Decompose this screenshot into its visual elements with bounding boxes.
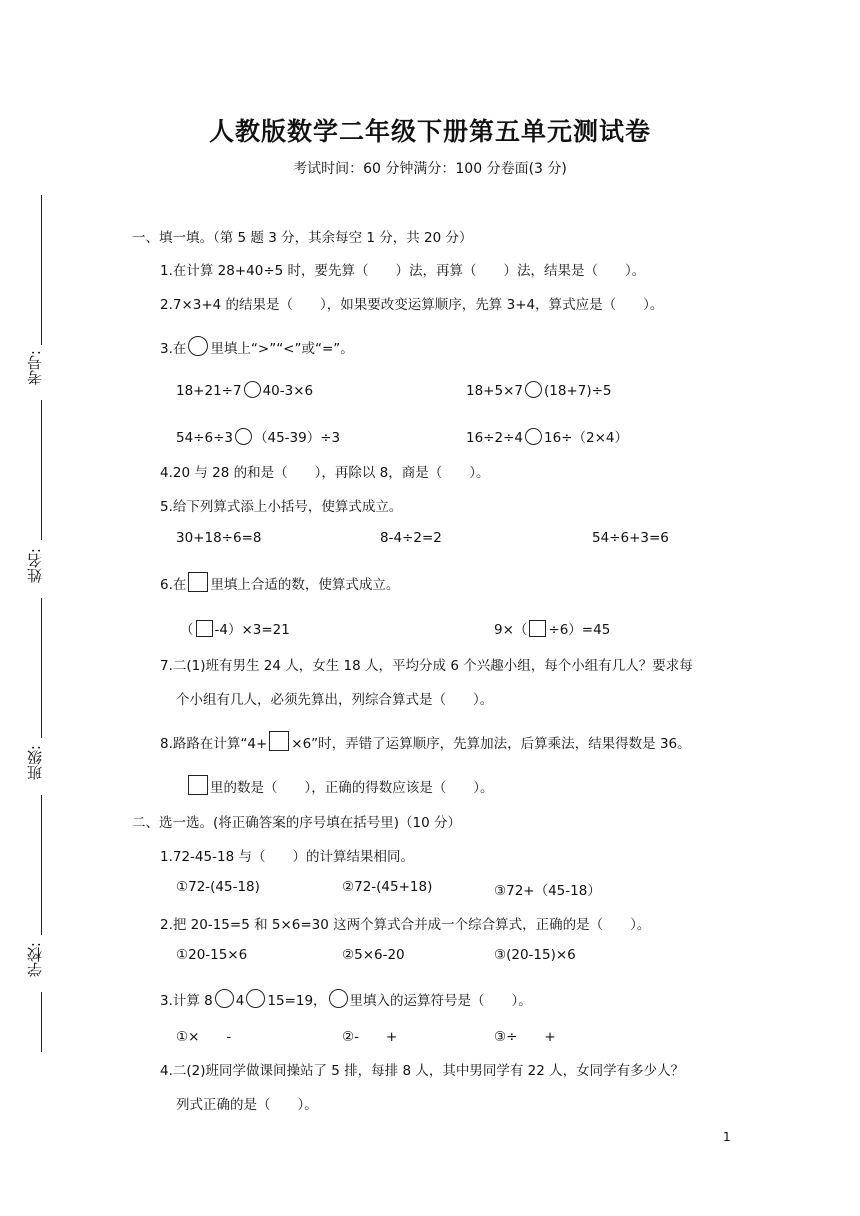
equation-5b: 8-4÷2=2 — [380, 530, 442, 546]
expr-suffix: ÷6）=45 — [548, 622, 611, 638]
circle-blank-icon — [188, 336, 208, 356]
question-1-7-line2: 个小组有几人，必须先算出，列综合算式是（ ）。 — [176, 692, 494, 708]
side-line-1 — [41, 195, 42, 345]
option-2-1c: ③72+（45-18） — [494, 883, 601, 899]
expr-prefix: （ — [180, 622, 194, 638]
circle-blank-icon — [329, 989, 348, 1008]
q8-line2-text: 里的数是（ ），正确的得数应该是（ ）。 — [210, 780, 494, 796]
square-blank-icon[interactable] — [529, 620, 546, 637]
equation-6a — [180, 618, 290, 638]
circle-blank-icon[interactable] — [525, 428, 542, 445]
side-line-2 — [41, 400, 42, 540]
square-blank-icon[interactable] — [196, 620, 213, 637]
circle-blank-icon[interactable] — [244, 381, 261, 398]
option-2-1a: ①72-(45-18) — [176, 879, 260, 895]
question-1-7-line1: 7.二(1)班有男生 24 人，女生 18 人，平均分成 6 个兴趣小组，每个小组有几人？要求每 — [160, 658, 693, 674]
side-line-5 — [41, 992, 42, 1052]
square-blank-icon[interactable] — [269, 731, 289, 751]
q6-suffix: 里填上合适的数，使算式成立。 — [210, 577, 400, 593]
option-2-2a: ①20-15×6 — [176, 947, 248, 963]
question-1-8-line2 — [186, 775, 494, 796]
q3-prefix: 3.在 — [160, 341, 187, 357]
circle-blank-icon[interactable] — [525, 381, 542, 398]
side-line-4 — [41, 795, 42, 935]
expr-right: (18+7)÷5 — [543, 383, 612, 399]
question-2-2: 2.把 20-15=5 和 5×6=30 这两个算式合并成一个综合算式，正确的是（ ）。 — [160, 917, 651, 933]
equation-6b — [494, 618, 610, 638]
q3-suffix: 里填上“>”“<”或“=”。 — [210, 341, 354, 357]
q3-suffix: 里填入的运算符号是（ ）。 — [349, 993, 532, 1009]
compare-item-b — [466, 381, 612, 399]
option-2-1b: ②72-(45+18) — [342, 879, 433, 895]
equation-5a: 30+18÷6=8 — [176, 530, 262, 546]
option-2-3c: ③÷ + — [494, 1029, 556, 1045]
question-2-4-line1: 4.二(2)班同学做课间操站了 5 排，每排 8 人，其中男同学有 22 人，女同学有多少人？ — [160, 1063, 685, 1079]
option-2-3a: ①× - — [176, 1029, 232, 1045]
q6-prefix: 6.在 — [160, 577, 187, 593]
question-2-3 — [160, 989, 532, 1009]
compare-item-c — [176, 426, 340, 446]
side-line-3 — [41, 598, 42, 738]
expr-left: 54÷6÷3 — [176, 430, 233, 446]
question-2-4-line2: 列式正确的是（ ）。 — [176, 1097, 318, 1113]
equation-5c: 54÷6+3=6 — [592, 530, 669, 546]
q3-mid: 4 — [235, 993, 245, 1009]
question-2-1: 1.72-45-18 与（ ）的计算结果相同。 — [160, 849, 414, 865]
school-label: 学校: — [26, 942, 44, 978]
expr-left: 18+5×7 — [466, 383, 523, 399]
compare-item-d — [466, 426, 628, 446]
question-1-5: 5.给下列算式添上小括号，使算式成立。 — [160, 499, 403, 515]
question-1-3 — [160, 336, 354, 357]
q8-prefix: 8.路路在计算“4+ — [160, 736, 268, 752]
expr-right: 16÷（2×4） — [543, 430, 628, 446]
square-blank-icon — [188, 572, 208, 592]
exam-number-label: 考号: — [26, 350, 44, 386]
exam-info: 考试时间：60 分钟满分：100 分卷面(3 分) — [293, 161, 567, 177]
square-blank-icon[interactable] — [188, 775, 208, 795]
expr-prefix: 9×（ — [494, 622, 528, 638]
expr-left: 16÷2÷4 — [466, 430, 523, 446]
q3-mid2: 15=19， — [267, 993, 327, 1009]
name-label: 姓名: — [26, 548, 44, 584]
question-1-2: 2.7×3+4 的结果是（ ），如果要改变运算顺序，先算 3+4，算式应是（ ）。 — [160, 297, 664, 313]
question-1-4: 4.20 与 28 的和是（ ），再除以 8，商是（ ）。 — [160, 465, 490, 481]
circle-blank-icon[interactable] — [246, 989, 265, 1008]
option-2-3b: ②- + — [342, 1029, 398, 1045]
question-1-6 — [160, 572, 399, 593]
q3-prefix: 3.计算 8 — [160, 993, 213, 1009]
q8-suffix: ×6”时，弄错了运算顺序，先算加法，后算乘法，结果得数是 36。 — [291, 736, 691, 752]
circle-blank-icon[interactable] — [215, 989, 234, 1008]
page-title: 人教版数学二年级下册第五单元测试卷 — [208, 117, 651, 146]
option-2-2b: ②5×6-20 — [342, 947, 405, 963]
section-2-heading: 二、选一选。(将正确答案的序号填在括号里)（10 分） — [132, 815, 462, 831]
page-number: 1 — [723, 1130, 731, 1144]
compare-item-a — [176, 381, 313, 399]
question-1-1: 1.在计算 28+40÷5 时，要先算（ ）法，再算（ ）法，结果是（ ）。 — [160, 263, 646, 279]
class-label: 班级: — [26, 745, 44, 781]
circle-blank-icon[interactable] — [235, 428, 252, 445]
section-1-heading: 一、填一填。（第 5 题 3 分，其余每空 1 分，共 20 分） — [132, 230, 473, 246]
expr-left: 18+21÷7 — [176, 383, 242, 399]
expr-right: （45-39）÷3 — [253, 430, 341, 446]
expr-right: 40-3×6 — [262, 383, 314, 399]
question-1-8-line1 — [160, 731, 691, 752]
expr-suffix: -4）×3=21 — [214, 622, 290, 638]
option-2-2c: ③(20-15)×6 — [494, 947, 576, 963]
